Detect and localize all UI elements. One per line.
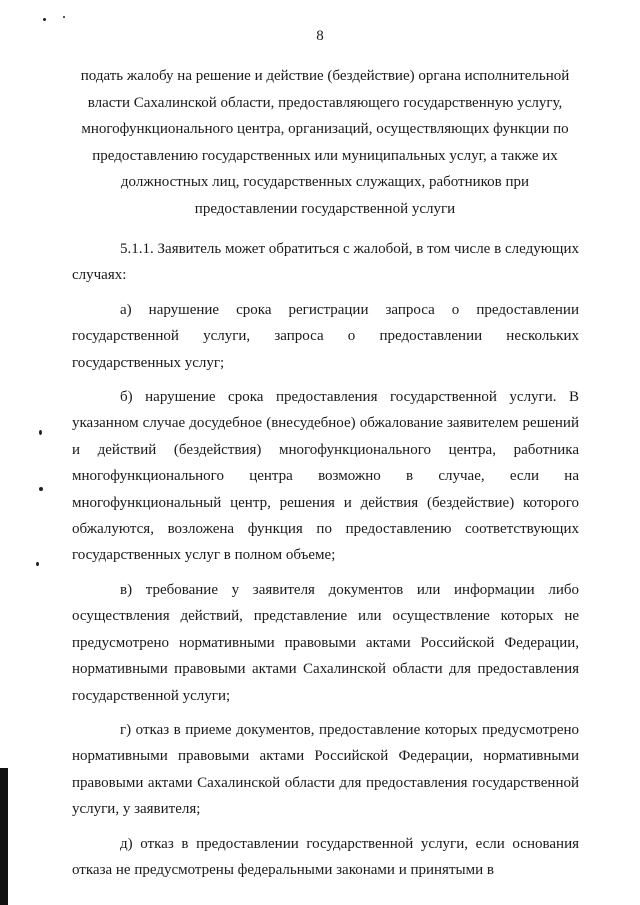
paragraph-item-v: в) требование у заявителя документов или информации либо осуществления действий, представление или осуществление которых не предусмотрено нормативными правовыми актами Российской Федерации, нормативными правовыми актами Сахалинской области для предоставления государственной услуги; [72,581,579,704]
section-heading: подать жалобу на решение и действие (бездействие) органа исполнительной власти Сахалинской области, предоставляющего государственную услугу, многофункционального центра, организаций, осуществляющих функции по предоставлению государственных или муниципальных услуг, а также их должностных лиц, государственных служащих, работников при предоставлении государственной услуги [80,68,570,217]
document-body [72,236,579,883]
page-number: 8 [316,28,324,44]
paragraph-item-a: а) нарушение срока регистрации запроса о предоставлении государственной услуги, запроса о предоставлении нескольких государственных услуг; [72,301,579,371]
scan-speck [63,16,65,18]
scan-edge-shadow [0,768,8,905]
scan-speck [39,487,43,491]
paragraph-item-b: б) нарушение срока предоставления государственной услуги. В указанном случае досудебное (внесудебное) обжалование заявителем решений и действий (бездействия) многофункционального центра, работника многофункционального центра возможно в случае, если на многофункциональный центр, решения и действия (бездействие) которого обжалуются, возложена функция по предоставлению соответствующих государственных услуг в полном объеме; [72,389,579,564]
paragraph-item-d: д) отказ в предоставлении государственной услуги, если основания отказа не предусмотрены федеральными законами и принятыми в [72,835,579,878]
scan-speck [43,18,46,21]
scan-speck [36,562,39,566]
paragraph-5-1-1: 5.1.1. Заявитель может обратиться с жалобой, в том числе в следующих случаях: [72,241,579,284]
scan-speck [39,430,42,435]
paragraph-item-g: г) отказ в приеме документов, предоставление которых предусмотрено нормативными правовыми актами Российской Федерации, нормативными правовыми актами Сахалинской области для предоставления государственной услуги, у заявителя; [72,721,579,818]
